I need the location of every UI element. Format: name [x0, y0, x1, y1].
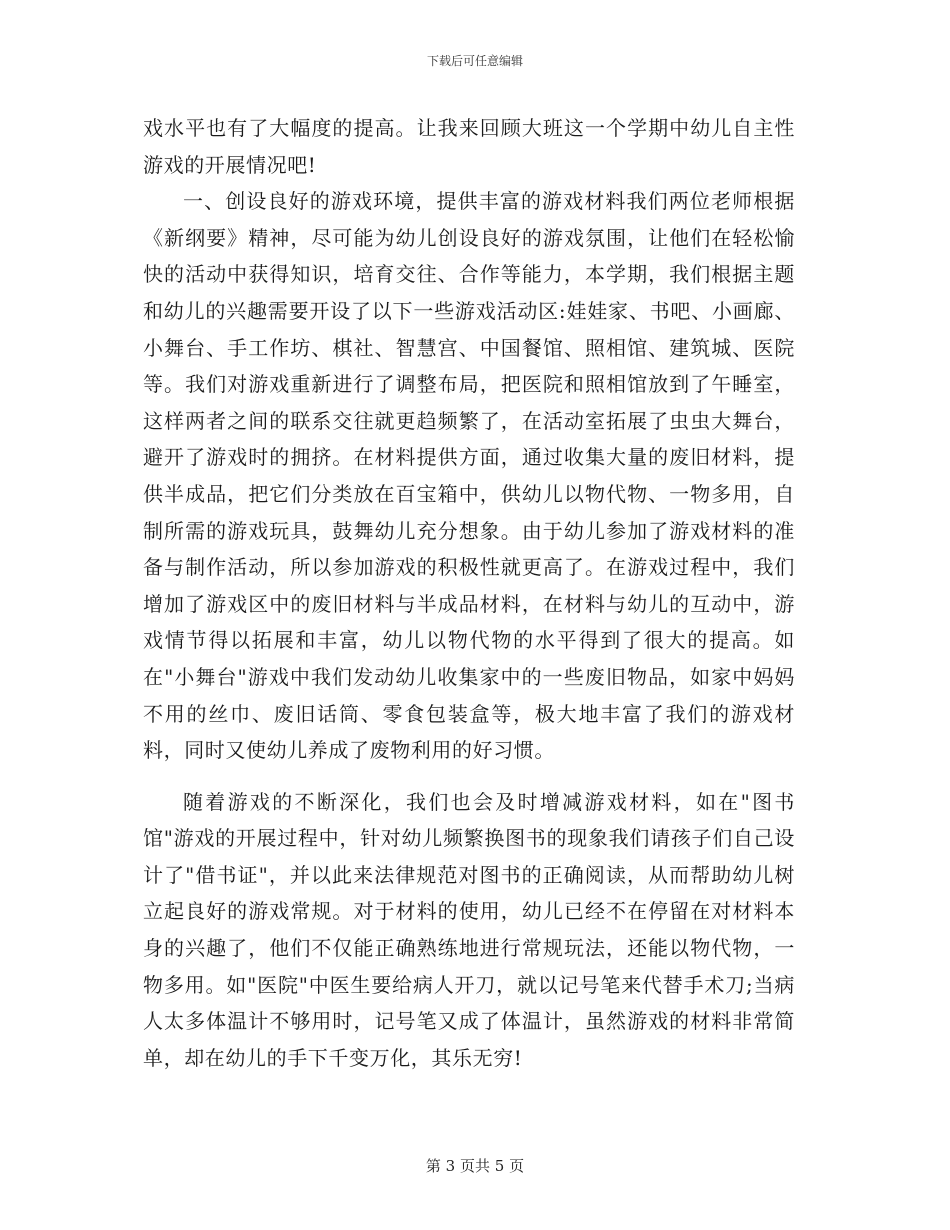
paragraph-continuation: 戏水平也有了大幅度的提高。让我来回顾大班这一个学期中幼儿自主性游戏的开展情况吧!	[143, 116, 795, 177]
paragraph-game-materials: 随着游戏的不断深化，我们也会及时增减游戏材料，如在"图书馆"游戏的开展过程中，针对幼儿频繁换图书的现象我们请孩子们自己设计了"借书证"，并以此来法律规范对图书的正确阅读，从而帮助幼儿树立起良好的游戏常规。对于材料的使用，幼儿已经不在停留在对材料本身的兴趣了，他们不仅能正确熟练地进行常规玩法，还能以物代物，一物多用。如"医院"中医生要给病人开刀，就以记号笔来代替手术刀;当病人太多体温计不够用时，记号笔又成了体温计，虽然游戏的材料非常简单，却在幼儿的手下千变万化，其乐无穷!	[143, 789, 795, 1070]
page-number: 第 3 页共 5 页	[425, 1157, 525, 1175]
page-header-note: 下载后可任意编辑	[426, 54, 523, 68]
paragraph-game-environment: 一、创设良好的游戏环境，提供丰富的游戏材料我们两位老师根据《新纲要》精神，尽可能为幼儿创设良好的游戏氛围，让他们在轻松愉快的活动中获得知识，培育交往、合作等能力，本学期，我们根据主题和幼儿的兴趣需要开设了以下一些游戏活动区:娃娃家、书吧、小画廊、小舞台、手工作坊、棋社、智慧宫、中国餐馆、照相馆、建筑城、医院等。我们对游戏重新进行了调整布局，把医院和照相馆放到了午睡室，这样两者之间的联系交往就更趋频繁了，在活动室拓展了虫虫大舞台，避开了游戏时的拥挤。在材料提供方面，通过收集大量的废旧材料，提供半成品，把它们分类放在百宝箱中，供幼儿以物代物、一物多用，自制所需的游戏玩具，鼓舞幼儿充分想象。由于幼儿参加了游戏材料的准备与制作活动，所以参加游戏的积极性就更高了。在游戏过程中，我们增加了游戏区中的废旧材料与半成品材料，在材料与幼儿的互动中，游戏情节得以拓展和丰富，幼儿以物代物的水平得到了很大的提高。如在"小舞台"游戏中我们发动幼儿收集家中的一些废旧物品，如家中妈妈不用的丝巾、废旧话筒、零食包装盒等，极大地丰富了我们的游戏材料，同时又使幼儿养成了废物利用的好习惯。	[143, 189, 795, 763]
document-body	[143, 110, 795, 1076]
